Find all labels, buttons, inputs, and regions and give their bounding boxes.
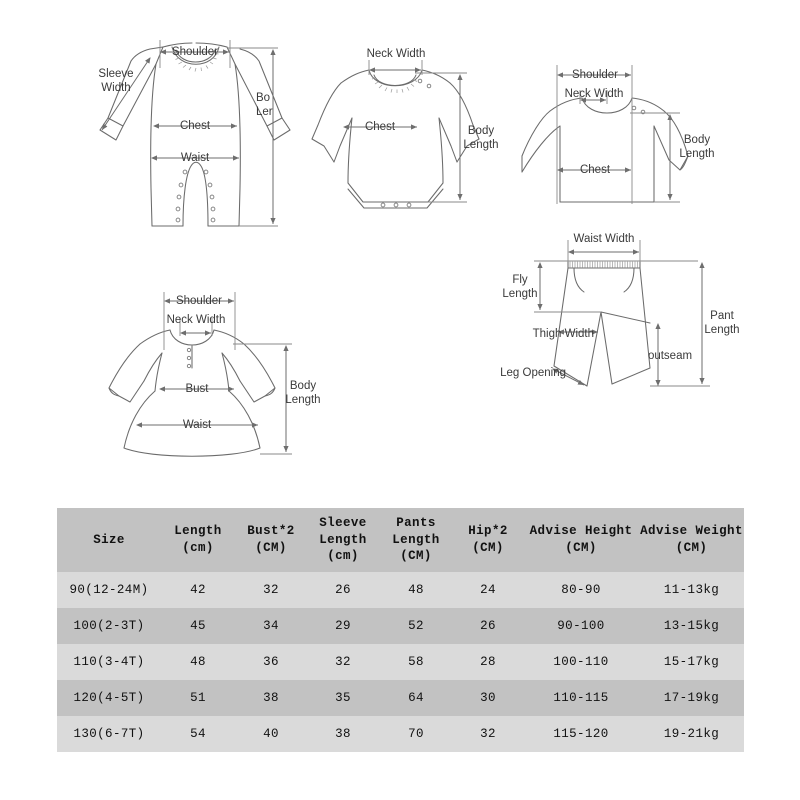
table-body <box>57 572 744 752</box>
cell-size: 90(12-24M) <box>57 572 161 608</box>
cell-length: 51 <box>161 680 235 716</box>
column-header-bust-line2: (CM) <box>255 541 287 555</box>
dim-body-length <box>630 113 715 202</box>
cell-bust: 40 <box>235 716 307 752</box>
column-header-length <box>161 508 235 572</box>
cell-hip: 26 <box>453 608 523 644</box>
dim-outseam <box>648 324 692 386</box>
diagram-pants <box>498 228 746 403</box>
cell-bust: 34 <box>235 608 307 644</box>
cell-sleeve: 38 <box>307 716 379 752</box>
column-header-pants-line3: (CM) <box>400 549 432 564</box>
cell-sleeve: 32 <box>307 644 379 680</box>
cell-length: 42 <box>161 572 235 608</box>
column-header-pants-length <box>379 508 453 572</box>
dim-neck-width <box>167 314 226 336</box>
label-shoulder: Shoulder <box>571 69 619 82</box>
cell-weight: 11-13kg <box>639 572 744 608</box>
column-header-advise-height <box>523 508 639 572</box>
cell-height: 115-120 <box>523 716 639 752</box>
column-header-height-line1: Advise Height <box>529 524 633 539</box>
cell-size: 110(3-4T) <box>57 644 161 680</box>
column-header-length-line2: (cm) <box>182 541 214 555</box>
column-header-pants-line1: Pants <box>396 515 436 530</box>
cell-sleeve: 35 <box>307 680 379 716</box>
column-header-bust <box>235 508 307 572</box>
column-header-weight-line2: (CM) <box>675 541 708 555</box>
table-row <box>57 572 744 608</box>
label-fly-length-line2: Length <box>502 288 538 301</box>
cell-weight: 13-15kg <box>639 608 744 644</box>
label-neck-width: Neck Width <box>564 88 624 101</box>
cell-size: 130(6-7T) <box>57 716 161 752</box>
diagram-sweater <box>522 42 737 242</box>
dim-thigh-width <box>533 328 598 340</box>
label-chest: Chest <box>579 164 611 177</box>
cell-size: 100(2-3T) <box>57 608 161 644</box>
column-header-advise-weight <box>639 508 744 572</box>
label-body-length-line1: Body <box>683 134 711 147</box>
column-header-length-line1: Length <box>174 524 222 539</box>
cell-height: 110-115 <box>523 680 639 716</box>
column-header-hip-line2: (CM) <box>472 541 504 555</box>
label-thigh-width: Thigh Width <box>532 328 594 341</box>
sweater-outline <box>522 98 688 202</box>
table-row <box>57 644 744 680</box>
cell-weight: 17-19kg <box>639 680 744 716</box>
dim-pant-length <box>647 263 740 386</box>
label-leg-opening: Leg Opening <box>500 367 566 380</box>
label-waist-width: Waist Width <box>573 233 635 246</box>
diagram-dress <box>96 278 326 470</box>
label-body-length-line1: Bo <box>256 92 271 105</box>
label-body-length-line2: Length <box>285 394 321 407</box>
column-header-height-line2: (CM) <box>565 541 597 555</box>
label-body-length-line2: Length <box>463 139 499 152</box>
cell-weight: 19-21kg <box>639 716 744 752</box>
cell-length: 45 <box>161 608 235 644</box>
cell-pants: 70 <box>379 716 453 752</box>
column-header-size <box>57 508 161 572</box>
cell-pants: 58 <box>379 644 453 680</box>
table-row <box>57 716 744 752</box>
column-header-weight-line1: Advise Weight <box>640 524 743 539</box>
column-header-pants-line2: Length <box>392 532 440 547</box>
column-header-hip <box>453 508 523 572</box>
label-neck-width: Neck Width <box>166 314 226 327</box>
cell-hip: 30 <box>453 680 523 716</box>
cell-hip: 24 <box>453 572 523 608</box>
column-header-sleeve-line2: Length <box>319 532 367 547</box>
column-header-sleeve-line3: (cm) <box>327 549 359 564</box>
diagram-bodysuit <box>312 42 502 242</box>
dim-waist <box>137 419 258 431</box>
label-body-length-line2: Ler <box>256 106 273 119</box>
cell-length: 54 <box>161 716 235 752</box>
table-header <box>57 508 744 572</box>
bodysuit-outline <box>312 70 479 208</box>
label-outseam: outseam <box>647 350 693 363</box>
dim-bust <box>160 383 234 395</box>
dim-neck-width <box>367 48 426 75</box>
label-waist: Waist <box>182 419 212 432</box>
dim-waist <box>152 152 239 164</box>
label-body-length-line2: Length <box>679 148 715 161</box>
dim-sleeve-width <box>98 58 150 130</box>
label-body-length-line1: Body <box>467 125 495 138</box>
column-header-hip-line1: Hip*2 <box>468 524 508 539</box>
size-table <box>57 508 744 752</box>
cell-height: 80-90 <box>523 572 639 608</box>
cell-hip: 28 <box>453 644 523 680</box>
label-neck-width: Neck Width <box>366 48 426 61</box>
diagram-romper <box>88 28 303 260</box>
cell-bust: 32 <box>235 572 307 608</box>
table-row <box>57 680 744 716</box>
label-shoulder: Shoulder <box>175 295 223 308</box>
pants-outline <box>554 261 650 386</box>
dim-shoulder <box>557 65 632 204</box>
dim-chest <box>558 164 631 176</box>
label-chest: Chest <box>364 121 396 134</box>
cell-length: 48 <box>161 644 235 680</box>
cell-sleeve: 26 <box>307 572 379 608</box>
cell-hip: 32 <box>453 716 523 752</box>
dim-body-length <box>233 344 321 454</box>
label-body-length-line1: Body <box>289 380 317 393</box>
column-header-bust-line1: Bust*2 <box>247 524 295 539</box>
label-sleeve-width-line1: Sleeve <box>98 68 134 81</box>
dim-fly-length <box>502 261 698 312</box>
label-fly-length-line1: Fly <box>512 274 528 287</box>
label-waist: Waist <box>180 152 210 165</box>
cell-height: 100-110 <box>523 644 639 680</box>
dim-body-length <box>228 48 278 226</box>
table-row <box>57 608 744 644</box>
cell-pants: 48 <box>379 572 453 608</box>
cell-height: 90-100 <box>523 608 639 644</box>
label-chest: Chest <box>179 120 211 133</box>
cell-pants: 64 <box>379 680 453 716</box>
label-bust: Bust <box>185 383 209 396</box>
dim-neck-width <box>565 88 624 104</box>
dim-waist-width <box>568 233 640 262</box>
table-header-row <box>57 508 744 572</box>
label-shoulder: Shoulder <box>171 46 219 59</box>
cell-pants: 52 <box>379 608 453 644</box>
cell-weight: 15-17kg <box>639 644 744 680</box>
label-pant-length-line2: Length <box>704 324 740 337</box>
column-header-size-line1: Size <box>93 532 125 547</box>
cell-size: 120(4-5T) <box>57 680 161 716</box>
cell-bust: 38 <box>235 680 307 716</box>
dim-chest <box>154 120 237 132</box>
column-header-sleeve-line1: Sleeve <box>319 515 367 530</box>
label-pant-length-line1: Pant <box>710 310 734 323</box>
column-header-sleeve-length <box>307 508 379 572</box>
cell-bust: 36 <box>235 644 307 680</box>
dim-body-length <box>415 73 499 202</box>
label-sleeve-width-line2: Width <box>101 82 131 95</box>
dim-chest <box>344 121 417 133</box>
cell-sleeve: 29 <box>307 608 379 644</box>
